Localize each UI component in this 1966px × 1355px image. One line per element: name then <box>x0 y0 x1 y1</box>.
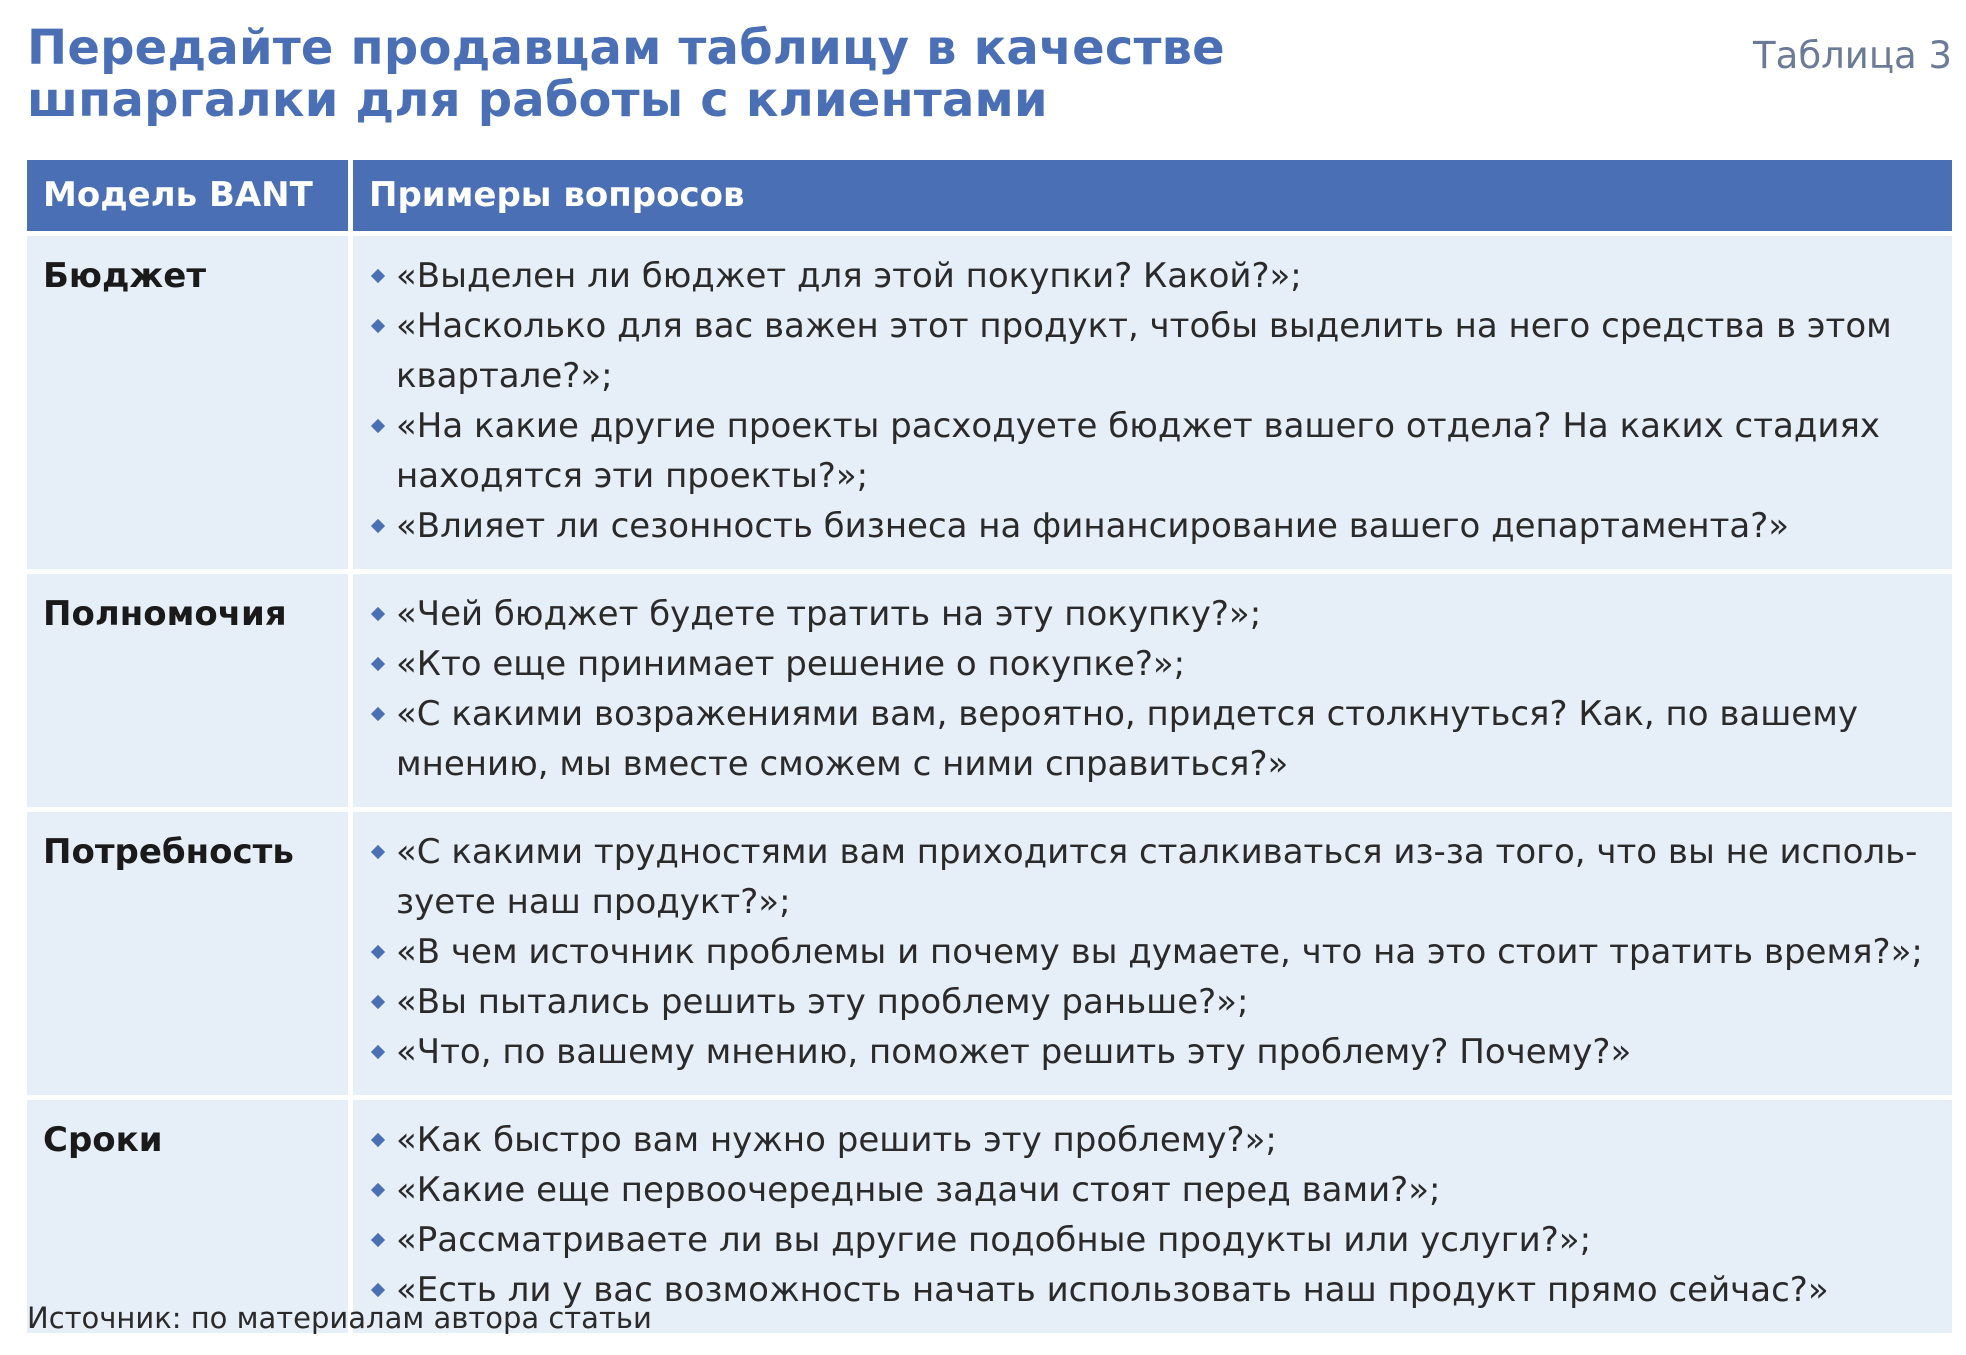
diamond-bullet-icon <box>371 1183 385 1197</box>
list-item <box>369 251 1924 301</box>
list-item <box>369 1027 1924 1077</box>
diamond-bullet-icon <box>371 1133 385 1147</box>
diamond-bullet-icon <box>371 1283 385 1297</box>
source-note: Источник: по материалам автора статьи <box>27 1301 652 1335</box>
diamond-bullet-icon <box>371 607 385 621</box>
header-model-bant: Модель BANT <box>27 160 348 231</box>
diamond-bullet-icon <box>371 269 385 283</box>
diamond-bullet-icon <box>371 519 385 533</box>
list-item <box>369 977 1924 1027</box>
table-number-label: Таблица 3 <box>1753 34 1952 77</box>
diamond-bullet-icon <box>371 707 385 721</box>
question-text: «Вы пытались решить эту проблему раньше?»; <box>396 982 1249 1022</box>
list-item <box>369 689 1924 789</box>
list-item <box>369 639 1924 689</box>
list-item <box>369 1115 1924 1165</box>
list-item <box>369 589 1924 639</box>
question-text: «С какими трудностями вам приходится сталкиваться из-за того, что вы не используете наш продукт?»; <box>396 832 1918 922</box>
list-item <box>369 501 1924 551</box>
question-text: «Влияет ли сезонность бизнеса на финансирование вашего департамента?» <box>396 506 1790 546</box>
question-text: «Как быстро вам нужно решить эту проблему?»; <box>396 1120 1277 1160</box>
question-text: «На какие другие проекты расходуете бюджет вашего отдела? На каких стадиях находятся эти проекты?»; <box>396 406 1881 496</box>
row-label-authority: Полномочия <box>27 574 348 807</box>
question-text: «С какими возражениями вам, вероятно, придется столкнуться? Как, по вашему мнению, мы вместе сможем с ними справиться?» <box>396 694 1858 784</box>
list-item <box>369 401 1924 501</box>
row-questions-budget <box>353 236 1952 569</box>
question-text: «Кто еще принимает решение о покупке?»; <box>396 644 1186 684</box>
question-text: «Что, по вашему мнению, поможет решить эту проблему? Почему?» <box>396 1032 1632 1072</box>
diamond-bullet-icon <box>371 319 385 333</box>
list-item <box>369 301 1924 401</box>
question-text: «В чем источник проблемы и почему вы думаете, что на это стоит тратить время?»; <box>396 932 1923 972</box>
diamond-bullet-icon <box>371 845 385 859</box>
list-item <box>369 1165 1924 1215</box>
row-label-need: Потребность <box>27 812 348 1095</box>
row-questions-timing <box>353 1100 1952 1333</box>
question-text: «Какие еще первоочередные задачи стоят перед вами?»; <box>396 1170 1441 1210</box>
question-text: «Есть ли у вас возможность начать использовать наш продукт прямо сейчас?» <box>396 1270 1829 1310</box>
diamond-bullet-icon <box>371 1233 385 1247</box>
question-text: «Выделен ли бюджет для этой покупки? Какой?»; <box>396 256 1302 296</box>
question-text: «Рассматриваете ли вы другие подобные продукты или услуги?»; <box>396 1220 1592 1260</box>
page-title: Передайте продавцам таблицу в качестве шпаргалки для работы с клиентами <box>27 20 1225 128</box>
list-item <box>369 827 1924 927</box>
table-header-row <box>27 160 1952 231</box>
table-row-need <box>27 812 1952 1095</box>
question-text: «Чей бюджет будете тратить на эту покупку?»; <box>396 594 1262 634</box>
row-label-timing: Сроки <box>27 1100 348 1333</box>
list-item <box>369 927 1924 977</box>
bant-table <box>27 160 1952 1338</box>
row-label-budget: Бюджет <box>27 236 348 569</box>
diamond-bullet-icon <box>371 995 385 1009</box>
diamond-bullet-icon <box>371 945 385 959</box>
header-question-examples: Примеры вопросов <box>353 160 1952 231</box>
row-questions-need <box>353 812 1952 1095</box>
diamond-bullet-icon <box>371 657 385 671</box>
row-questions-authority <box>353 574 1952 807</box>
question-text: «Насколько для вас важен этот продукт, чтобы выделить на него средства в этом квартале?»; <box>396 306 1892 396</box>
table-row-timing <box>27 1100 1952 1333</box>
diamond-bullet-icon <box>371 419 385 433</box>
diamond-bullet-icon <box>371 1045 385 1059</box>
table-row-budget <box>27 236 1952 569</box>
list-item <box>369 1215 1924 1265</box>
table-row-authority <box>27 574 1952 807</box>
